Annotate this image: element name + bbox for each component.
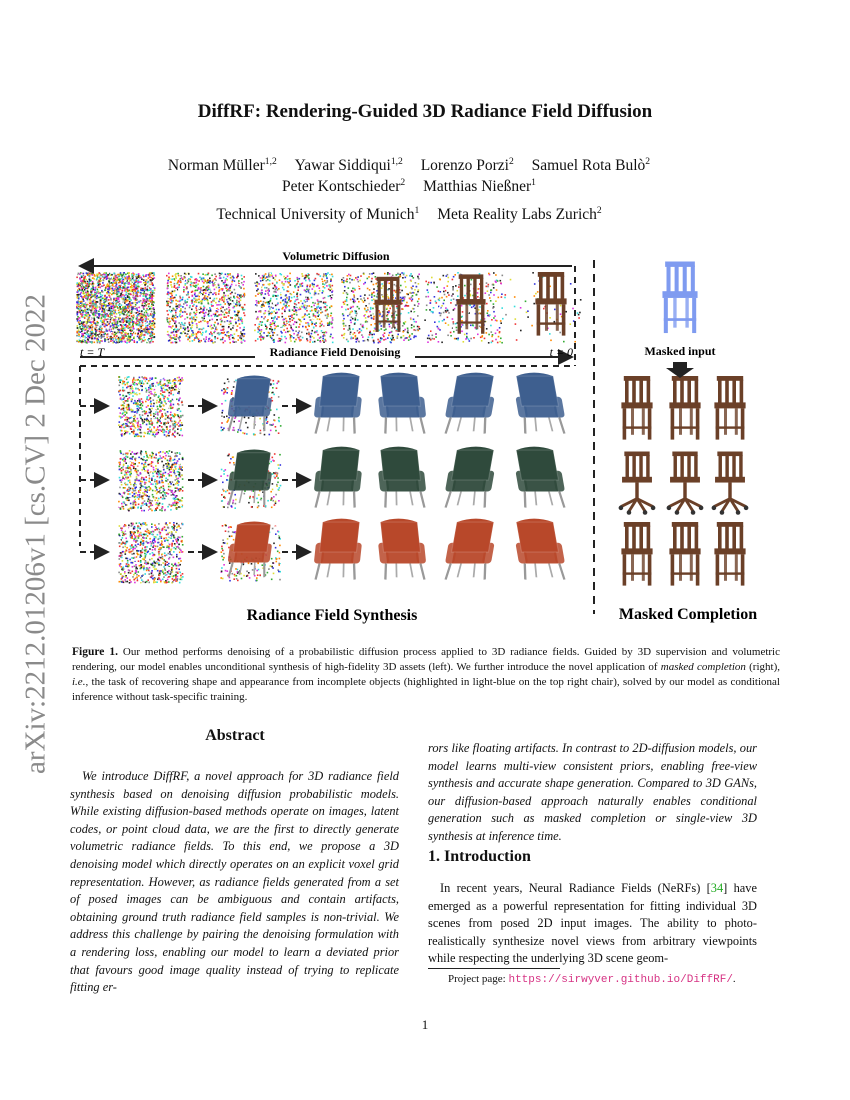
paper-title: DiffRF: Rendering-Guided 3D Radiance Field Diffusion <box>197 101 653 122</box>
chair-icon <box>619 452 656 515</box>
chair-icon <box>712 452 749 515</box>
citation-link[interactable]: 34 <box>710 881 724 895</box>
masked-input-chair <box>662 262 697 334</box>
t-start-label: t = T <box>80 345 105 359</box>
author-line-2 <box>0 177 818 196</box>
chair-icon <box>667 452 704 515</box>
author: Peter Kontschieder$^2$ <box>282 177 406 196</box>
chair-icon <box>225 376 275 432</box>
synthesis-row <box>80 519 568 584</box>
noise-sample <box>166 272 246 343</box>
chair-icon <box>535 272 566 336</box>
caption-label: Figure 1. <box>72 646 119 658</box>
author: Lorenzo Porzi$^2$ <box>420 156 514 175</box>
chair-icon <box>511 447 568 508</box>
masked-panel <box>619 262 749 586</box>
chair-icon <box>511 373 568 434</box>
noise-sample <box>341 272 420 344</box>
figure-1 <box>70 244 770 629</box>
abstract-continued: rors like floating artifacts. In contrast to 2D-diffusion models, our model learns multi-view consistent priors, enabling free-view synthesis and accurate shape generation. Compared to 3D GANs, our diffusion-based approach naturally enables conditional generation such as masked completion or single-view 3D synthesis at inference time. <box>428 741 757 843</box>
noise-row <box>76 272 582 344</box>
synthesis-rows <box>80 373 568 584</box>
down-arrow-icon <box>666 362 694 378</box>
chair-icon <box>312 519 364 580</box>
chair-icon <box>621 522 652 586</box>
chair-icon <box>442 447 499 508</box>
affiliations <box>0 205 818 224</box>
chair-icon <box>374 277 401 332</box>
author: Yawar Siddiqui$^{1,2}$ <box>294 156 403 175</box>
chair-icon <box>714 522 745 586</box>
abstract-text: We introduce DiffRF, a novel approach for 3D radiance field synthesis based on denoising diffusion probabilistic models. While existing diffusion-based methods operate on images, latent codes, or point cloud data, we are the first to directly generate volumetric radiance fields. To this end, we propose a 3D denoising model which directly operates on an explicit voxel grid representation. However, as radiance fields generated from a set of posed images can be ambiguous and contain artifacts, obtaining ground truth radiance field samples is non-trivial. We address this challenge by pairing the denoising formulation with a rendering loss, enabling our model to learn a deviated prior that favours good image quality instead of trying to replicate fitting er- <box>70 769 399 995</box>
chair-icon <box>511 519 568 580</box>
noise-sample <box>76 272 156 344</box>
synthesis-label: Radiance Field Synthesis <box>246 607 418 624</box>
chair-icon <box>312 373 364 434</box>
footnote: Project page: https://sirwyver.github.io/DiffRF/. <box>448 973 736 986</box>
chair-icon <box>375 519 427 580</box>
noise-sample <box>504 272 581 343</box>
arxiv-id[interactable]: arXiv:2212.01206v1 [cs.CV] 2 Dec 2022 <box>19 293 52 775</box>
intro-text: In recent years, Neural Radiance Fields (NeRFs) [34] have emerged as a powerful representation for fitting individual 3D scenes from posed 2D input images. The ability to photo-realistically synthesize novel views from arbitrary viewpoints while respecting the underlying 3D scene geom- <box>428 881 757 966</box>
chair-icon <box>442 373 499 434</box>
chair-icon <box>621 376 652 440</box>
noise-sample <box>254 272 333 343</box>
chair-icon <box>442 519 499 580</box>
chair-icon <box>225 522 275 578</box>
noise-sample <box>424 272 503 344</box>
intro-heading: 1. Introduction <box>428 848 531 865</box>
masked-input-label: Masked input <box>644 344 716 358</box>
chair-icon <box>669 376 700 440</box>
chair-icon <box>375 373 427 434</box>
page-number: 1 <box>421 1017 429 1032</box>
footnote-rule <box>428 968 560 969</box>
author: Samuel Rota Bulò$^2$ <box>531 156 651 175</box>
chair-icon <box>714 376 745 440</box>
abstract-heading: Abstract <box>205 727 265 744</box>
denoising-label: Radiance Field Denoising <box>269 345 401 359</box>
synthesis-row <box>80 447 568 512</box>
project-url-link[interactable]: https://sirwyver.github.io/DiffRF/ <box>508 974 733 986</box>
figure-caption: Figure 1. Our method performs denoising of a probabilistic diffusion process applied to 3D radiance fields. Guided by 3D supervision and volumetric rendering, our model enables unconditional synthesis of high-fidelity 3D assets (left). We further introduce the novel application of masked completion (right), i.e., the task of recovering shape and appearance from incomplete objects (highlighted in light-blue on the top right chair), solved by our model as conditional inference without task-specific training. <box>72 646 780 703</box>
author: Norman Müller$^{1,2}$ <box>167 156 277 175</box>
chair-icon <box>312 447 364 508</box>
t-end-label: t = 0 <box>549 345 573 359</box>
masked-completion-label: Masked Completion <box>618 606 758 623</box>
affiliation: Meta Reality Labs Zurich$^2$ <box>437 205 602 224</box>
author-line-1 <box>0 156 818 175</box>
chair-icon <box>669 522 700 586</box>
synthesis-row <box>80 373 568 438</box>
author: Matthias Nießner$^1$ <box>423 177 536 196</box>
volumetric-diffusion-label: Volumetric Diffusion <box>282 249 390 263</box>
chair-icon <box>375 447 427 508</box>
chair-icon <box>662 262 697 334</box>
affiliation: Technical University of Munich$^1$ <box>216 205 420 224</box>
